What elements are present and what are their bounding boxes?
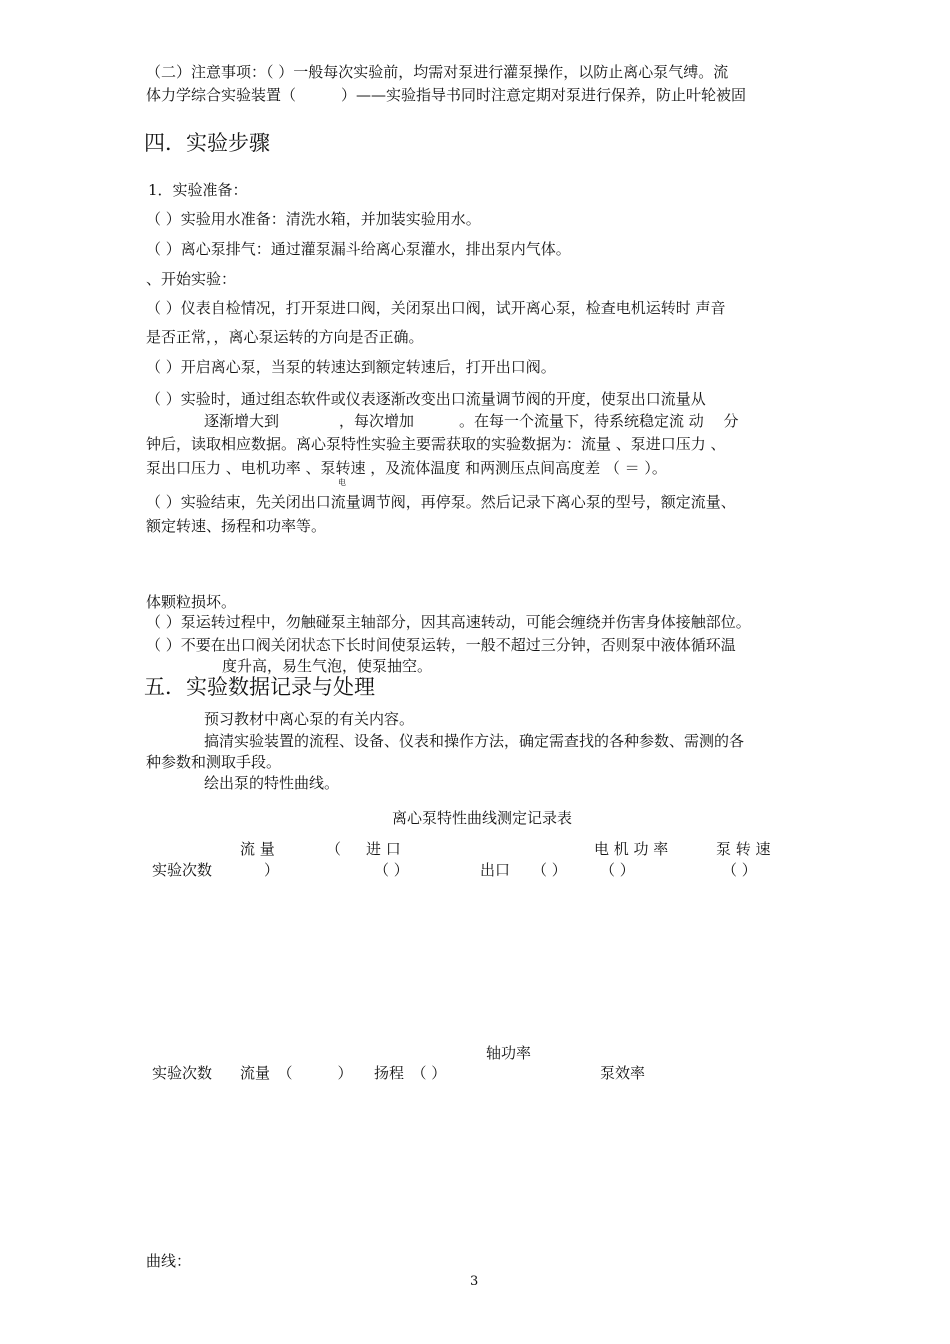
start-title: 、开始实验： [146,270,237,288]
table-1-inlet-unit: （ ） [374,861,409,879]
table-2-trial-no-header: 实验次数 [152,1064,213,1082]
step-1-line-1: （ ）仪表自检情况，打开泵进口阀，关闭泵出口阀，试开离心泵，检查电机运转时 声音 [146,299,726,317]
step-3-line-3: 钟后，读取相应数据。离心泵特性实验主要需获取的实验数据为：流量 、泵进口压力 、 [146,435,726,453]
notes-cont-2: （ ）泵运转过程中，勿触碰泵主轴部分，因其高速转动，可能会缠绕并伤害身体接触部位。 [146,613,751,631]
prep-item-1: （ ）实验用水准备：清洗水箱，并加装实验用水。 [146,210,481,228]
table-1-speed-unit: （ ） [722,861,757,879]
table-1-power-unit: （ ） [600,861,635,879]
table-2-head-header: 扬程 （ ） [374,1064,447,1082]
section-5-para-1: 预习教材中离心泵的有关内容。 [204,710,415,728]
table-2-efficiency-header: 泵效率 [600,1064,646,1082]
step-3-line-1: （ ）实验时，通过组态软件或仪表逐渐改变出口流量调节阀的开度，使泵出口流量从 [146,390,706,408]
table-2-flow-header: 流量 （ ） [240,1064,353,1082]
notes-cont-3: （ ）不要在出口阀关闭状态下长时间使泵运转，一般不超过三分钟，否则泵中液体循环温 [146,636,736,654]
step-3-line-2: 逐渐增大到 ，每次增加 。在每一个流量下，待系统稳定流 动 分 [204,412,739,430]
table-1-flow-header: 流 量 [240,840,275,858]
curve-label: 曲线： [146,1252,192,1270]
step-1-line-2: 是否正常，，离心泵运转的方向是否正确。 [146,328,424,346]
prep-item-2: （ ）离心泵排气：通过灌泵漏斗给离心泵灌水，排出泵内气体。 [146,240,571,258]
table-2-shaft-power-header: 轴功率 [486,1044,532,1062]
subscript-dian: 电 [338,478,346,487]
table-1-motor-power-header: 电 机 功 率 [594,840,669,858]
section-4-heading: 四．实验步骤 [144,131,270,155]
table-1-outlet-header: 出口 [480,861,511,879]
notes-cont-1: 体颗粒损坏。 [146,593,237,611]
table-1-trial-no-header: 实验次数 [152,861,213,879]
notes-line-2: 体力学综合实验装置（ ）——实验指导书同时注意定期对泵进行保养，防止叶轮被固 [146,86,747,104]
notes-cont-4: 度升高，易生气泡，使泵抽空。 [222,657,433,675]
table-1-outlet-unit: （ ） [532,861,567,879]
table-1-open-paren: （ [326,840,342,858]
step-4-line-2: 额定转速、扬程和功率等。 [146,517,327,535]
prep-title: 1．实验准备： [148,181,248,199]
table-1-caption: 离心泵特性曲线测定记录表 [392,809,573,827]
table-1-inlet-header: 进 口 [366,840,401,858]
notes-line-1: （二）注意事项：（ ）一般每次实验前，均需对泵进行灌泵操作，以防止离心泵气缚。流 [146,63,729,81]
section-5-para-2-line-1: 搞清实验装置的流程、设备、仪表和操作方法，确定需查找的各种参数、需测的各 [204,732,745,750]
page-number: 3 [470,1274,479,1289]
step-2: （ ）开启离心泵，当泵的转速达到额定转速后，打开出口阀。 [146,358,556,376]
table-1-close-paren: ） [264,861,280,879]
table-1-pump-speed-header: 泵 转 速 [716,840,771,858]
section-5-heading: 五．实验数据记录与处理 [144,675,375,699]
step-4-line-1: （ ）实验结束，先关闭出口流量调节阀，再停泵。然后记录下离心泵的型号，额定流量、 [146,493,736,511]
step-3-line-4: 泵出口压力 、电机功率 、泵转速 ，及流体温度 和两测压点间高度差 （ ＝ ）。 [146,459,667,477]
section-5-para-3: 绘出泵的特性曲线。 [204,774,340,792]
section-5-para-2-line-2: 种参数和测取手段。 [146,753,282,771]
